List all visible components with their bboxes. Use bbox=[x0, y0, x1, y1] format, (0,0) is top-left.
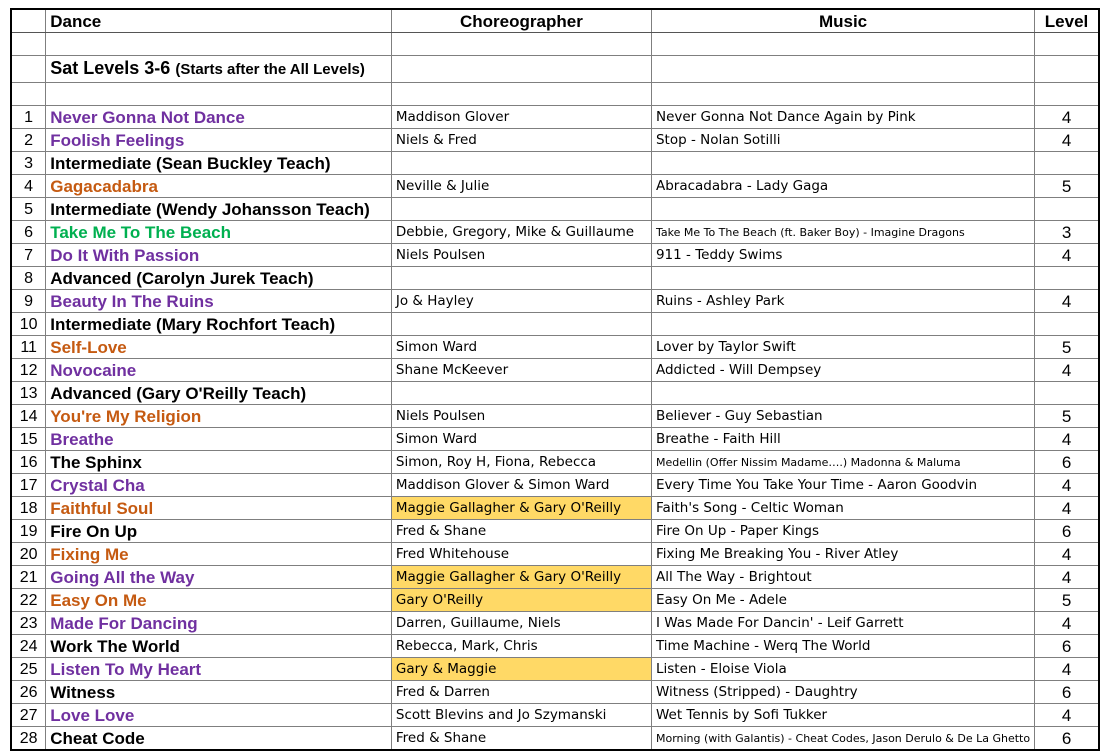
choreographer: Simon, Roy H, Fiona, Rebecca bbox=[391, 451, 651, 474]
choreographer: Fred Whitehouse bbox=[391, 543, 651, 566]
table-row bbox=[11, 497, 1099, 520]
dance-name: Listen To My Heart bbox=[46, 658, 392, 681]
table-row bbox=[11, 658, 1099, 681]
row-number: 2 bbox=[11, 129, 46, 152]
row-number: 20 bbox=[11, 543, 46, 566]
level bbox=[1035, 152, 1099, 175]
level bbox=[1035, 382, 1099, 405]
level: 4 bbox=[1035, 612, 1099, 635]
dance-name: Love Love bbox=[46, 704, 392, 727]
blank-cell bbox=[651, 83, 1034, 106]
choreographer: Fred & Shane bbox=[391, 727, 651, 751]
music: Fire On Up - Paper Kings bbox=[651, 520, 1034, 543]
choreographer: Jo & Hayley bbox=[391, 290, 651, 313]
dance-name: Fixing Me bbox=[46, 543, 392, 566]
dance-name: Foolish Feelings bbox=[46, 129, 392, 152]
music: All The Way - Brightout bbox=[651, 566, 1034, 589]
music: Fixing Me Breaking You - River Atley bbox=[651, 543, 1034, 566]
row-number: 14 bbox=[11, 405, 46, 428]
row-number: 23 bbox=[11, 612, 46, 635]
level bbox=[1035, 198, 1099, 221]
level: 4 bbox=[1035, 129, 1099, 152]
row-number: 12 bbox=[11, 359, 46, 382]
blank-cell bbox=[11, 33, 46, 56]
table-row bbox=[11, 106, 1099, 129]
section-heading bbox=[46, 56, 392, 83]
dance-name: Intermediate (Wendy Johansson Teach) bbox=[46, 198, 392, 221]
dance-name: Witness bbox=[46, 681, 392, 704]
table-row bbox=[11, 405, 1099, 428]
row-number: 6 bbox=[11, 221, 46, 244]
table-row bbox=[11, 566, 1099, 589]
level: 5 bbox=[1035, 589, 1099, 612]
dance-name: Faithful Soul bbox=[46, 497, 392, 520]
table-row bbox=[11, 267, 1099, 290]
table-row bbox=[11, 359, 1099, 382]
blank-row bbox=[11, 83, 1099, 106]
blank-cell bbox=[391, 83, 651, 106]
blank-cell bbox=[11, 83, 46, 106]
choreographer: Gary O'Reilly bbox=[391, 589, 651, 612]
section-row bbox=[11, 56, 1099, 83]
blank-cell bbox=[651, 56, 1034, 83]
blank-cell bbox=[391, 56, 651, 83]
choreographer: Maddison Glover & Simon Ward bbox=[391, 474, 651, 497]
level: 4 bbox=[1035, 428, 1099, 451]
level: 5 bbox=[1035, 405, 1099, 428]
header-music: Music bbox=[651, 9, 1034, 33]
level: 4 bbox=[1035, 658, 1099, 681]
row-number: 15 bbox=[11, 428, 46, 451]
dance-name: Self-Love bbox=[46, 336, 392, 359]
dance-name: Do It With Passion bbox=[46, 244, 392, 267]
music: Take Me To The Beach (ft. Baker Boy) - Imagine Dragons bbox=[651, 221, 1034, 244]
level: 6 bbox=[1035, 635, 1099, 658]
row-number: 18 bbox=[11, 497, 46, 520]
choreographer: Maddison Glover bbox=[391, 106, 651, 129]
music: Medellin (Offer Nissim Madame….) Madonna & Maluma bbox=[651, 451, 1034, 474]
music: Every Time You Take Your Time - Aaron Goodvin bbox=[651, 474, 1034, 497]
choreographer: Gary & Maggie bbox=[391, 658, 651, 681]
choreographer: Maggie Gallagher & Gary O'Reilly bbox=[391, 566, 651, 589]
dance-name: Take Me To The Beach bbox=[46, 221, 392, 244]
blank-cell bbox=[1035, 56, 1099, 83]
music: Morning (with Galantis) - Cheat Codes, Jason Derulo & De La Ghetto bbox=[651, 727, 1034, 751]
section-title: Sat Levels 3-6 bbox=[50, 58, 171, 78]
blank-cell bbox=[11, 56, 46, 83]
dance-name: Fire On Up bbox=[46, 520, 392, 543]
header-row bbox=[11, 9, 1099, 33]
choreographer: Fred & Shane bbox=[391, 520, 651, 543]
row-number: 27 bbox=[11, 704, 46, 727]
row-number: 10 bbox=[11, 313, 46, 336]
table-row bbox=[11, 635, 1099, 658]
blank-row bbox=[11, 33, 1099, 56]
dance-name: You're My Religion bbox=[46, 405, 392, 428]
dance-name: Advanced (Carolyn Jurek Teach) bbox=[46, 267, 392, 290]
level: 4 bbox=[1035, 543, 1099, 566]
dance-name: Cheat Code bbox=[46, 727, 392, 751]
choreographer bbox=[391, 198, 651, 221]
level: 3 bbox=[1035, 221, 1099, 244]
row-number: 13 bbox=[11, 382, 46, 405]
dance-name: Breathe bbox=[46, 428, 392, 451]
table-body bbox=[11, 9, 1099, 750]
table-row bbox=[11, 175, 1099, 198]
dance-name: Intermediate (Mary Rochfort Teach) bbox=[46, 313, 392, 336]
choreographer: Shane McKeever bbox=[391, 359, 651, 382]
music: I Was Made For Dancin' - Leif Garrett bbox=[651, 612, 1034, 635]
table-row bbox=[11, 129, 1099, 152]
choreographer: Niels & Fred bbox=[391, 129, 651, 152]
choreographer: Neville & Julie bbox=[391, 175, 651, 198]
table-row bbox=[11, 681, 1099, 704]
choreographer: Debbie, Gregory, Mike & Guillaume bbox=[391, 221, 651, 244]
music: Stop - Nolan Sotilli bbox=[651, 129, 1034, 152]
table-row bbox=[11, 152, 1099, 175]
dance-name: Made For Dancing bbox=[46, 612, 392, 635]
dance-name: Crystal Cha bbox=[46, 474, 392, 497]
music bbox=[651, 152, 1034, 175]
table-row bbox=[11, 520, 1099, 543]
blank-cell bbox=[391, 33, 651, 56]
choreographer: Maggie Gallagher & Gary O'Reilly bbox=[391, 497, 651, 520]
row-number: 3 bbox=[11, 152, 46, 175]
level: 6 bbox=[1035, 451, 1099, 474]
music: Ruins - Ashley Park bbox=[651, 290, 1034, 313]
table-row bbox=[11, 727, 1099, 751]
music: Believer - Guy Sebastian bbox=[651, 405, 1034, 428]
level: 5 bbox=[1035, 336, 1099, 359]
header-dance: Dance bbox=[46, 9, 392, 33]
blank-cell bbox=[46, 83, 392, 106]
header-number-cell bbox=[11, 9, 46, 33]
dance-name: Going All the Way bbox=[46, 566, 392, 589]
choreographer bbox=[391, 152, 651, 175]
music bbox=[651, 198, 1034, 221]
row-number: 28 bbox=[11, 727, 46, 751]
table-row bbox=[11, 244, 1099, 267]
row-number: 17 bbox=[11, 474, 46, 497]
row-number: 25 bbox=[11, 658, 46, 681]
music bbox=[651, 313, 1034, 336]
level bbox=[1035, 313, 1099, 336]
blank-cell bbox=[1035, 33, 1099, 56]
choreographer: Simon Ward bbox=[391, 336, 651, 359]
row-number: 22 bbox=[11, 589, 46, 612]
level: 4 bbox=[1035, 704, 1099, 727]
level: 4 bbox=[1035, 359, 1099, 382]
row-number: 19 bbox=[11, 520, 46, 543]
row-number: 1 bbox=[11, 106, 46, 129]
level: 4 bbox=[1035, 497, 1099, 520]
dance-name: Advanced (Gary O'Reilly Teach) bbox=[46, 382, 392, 405]
dance-name: Easy On Me bbox=[46, 589, 392, 612]
blank-cell bbox=[1035, 83, 1099, 106]
row-number: 24 bbox=[11, 635, 46, 658]
table-row bbox=[11, 612, 1099, 635]
choreographer: Darren, Guillaume, Niels bbox=[391, 612, 651, 635]
music: Witness (Stripped) - Daughtry bbox=[651, 681, 1034, 704]
blank-cell bbox=[46, 33, 392, 56]
dance-name: Work The World bbox=[46, 635, 392, 658]
level: 6 bbox=[1035, 681, 1099, 704]
section-subtitle: (Starts after the All Levels) bbox=[175, 61, 365, 78]
table-row bbox=[11, 336, 1099, 359]
table-row bbox=[11, 543, 1099, 566]
music: Breathe - Faith Hill bbox=[651, 428, 1034, 451]
level: 6 bbox=[1035, 520, 1099, 543]
row-number: 21 bbox=[11, 566, 46, 589]
dance-name: Never Gonna Not Dance bbox=[46, 106, 392, 129]
table-row bbox=[11, 474, 1099, 497]
music: Never Gonna Not Dance Again by Pink bbox=[651, 106, 1034, 129]
choreographer: Simon Ward bbox=[391, 428, 651, 451]
row-number: 7 bbox=[11, 244, 46, 267]
dance-name: Gagacadabra bbox=[46, 175, 392, 198]
table-row bbox=[11, 428, 1099, 451]
choreographer: Niels Poulsen bbox=[391, 244, 651, 267]
table-row bbox=[11, 451, 1099, 474]
table-row bbox=[11, 198, 1099, 221]
level: 4 bbox=[1035, 566, 1099, 589]
table-row bbox=[11, 704, 1099, 727]
choreographer: Rebecca, Mark, Chris bbox=[391, 635, 651, 658]
level: 4 bbox=[1035, 106, 1099, 129]
dance-name: The Sphinx bbox=[46, 451, 392, 474]
dance-schedule-table bbox=[10, 8, 1100, 751]
dance-name: Beauty In The Ruins bbox=[46, 290, 392, 313]
level: 4 bbox=[1035, 244, 1099, 267]
music: Abracadabra - Lady Gaga bbox=[651, 175, 1034, 198]
table-row bbox=[11, 589, 1099, 612]
music: 911 - Teddy Swims bbox=[651, 244, 1034, 267]
music: Wet Tennis by Sofi Tukker bbox=[651, 704, 1034, 727]
row-number: 9 bbox=[11, 290, 46, 313]
row-number: 8 bbox=[11, 267, 46, 290]
choreographer bbox=[391, 267, 651, 290]
level: 4 bbox=[1035, 290, 1099, 313]
choreographer bbox=[391, 382, 651, 405]
dance-name: Novocaine bbox=[46, 359, 392, 382]
header-choreographer: Choreographer bbox=[391, 9, 651, 33]
music: Listen - Eloise Viola bbox=[651, 658, 1034, 681]
level: 6 bbox=[1035, 727, 1099, 751]
level bbox=[1035, 267, 1099, 290]
music: Lover by Taylor Swift bbox=[651, 336, 1034, 359]
blank-cell bbox=[651, 33, 1034, 56]
choreographer: Niels Poulsen bbox=[391, 405, 651, 428]
dance-name: Intermediate (Sean Buckley Teach) bbox=[46, 152, 392, 175]
music: Faith's Song - Celtic Woman bbox=[651, 497, 1034, 520]
row-number: 11 bbox=[11, 336, 46, 359]
choreographer bbox=[391, 313, 651, 336]
level: 5 bbox=[1035, 175, 1099, 198]
table-row bbox=[11, 290, 1099, 313]
music bbox=[651, 382, 1034, 405]
music: Addicted - Will Dempsey bbox=[651, 359, 1034, 382]
choreographer: Fred & Darren bbox=[391, 681, 651, 704]
table-row bbox=[11, 221, 1099, 244]
row-number: 4 bbox=[11, 175, 46, 198]
table-row bbox=[11, 313, 1099, 336]
row-number: 16 bbox=[11, 451, 46, 474]
music: Easy On Me - Adele bbox=[651, 589, 1034, 612]
music: Time Machine - Werq The World bbox=[651, 635, 1034, 658]
row-number: 5 bbox=[11, 198, 46, 221]
table-row bbox=[11, 382, 1099, 405]
row-number: 26 bbox=[11, 681, 46, 704]
music bbox=[651, 267, 1034, 290]
level: 4 bbox=[1035, 474, 1099, 497]
header-level: Level bbox=[1035, 9, 1099, 33]
choreographer: Scott Blevins and Jo Szymanski bbox=[391, 704, 651, 727]
